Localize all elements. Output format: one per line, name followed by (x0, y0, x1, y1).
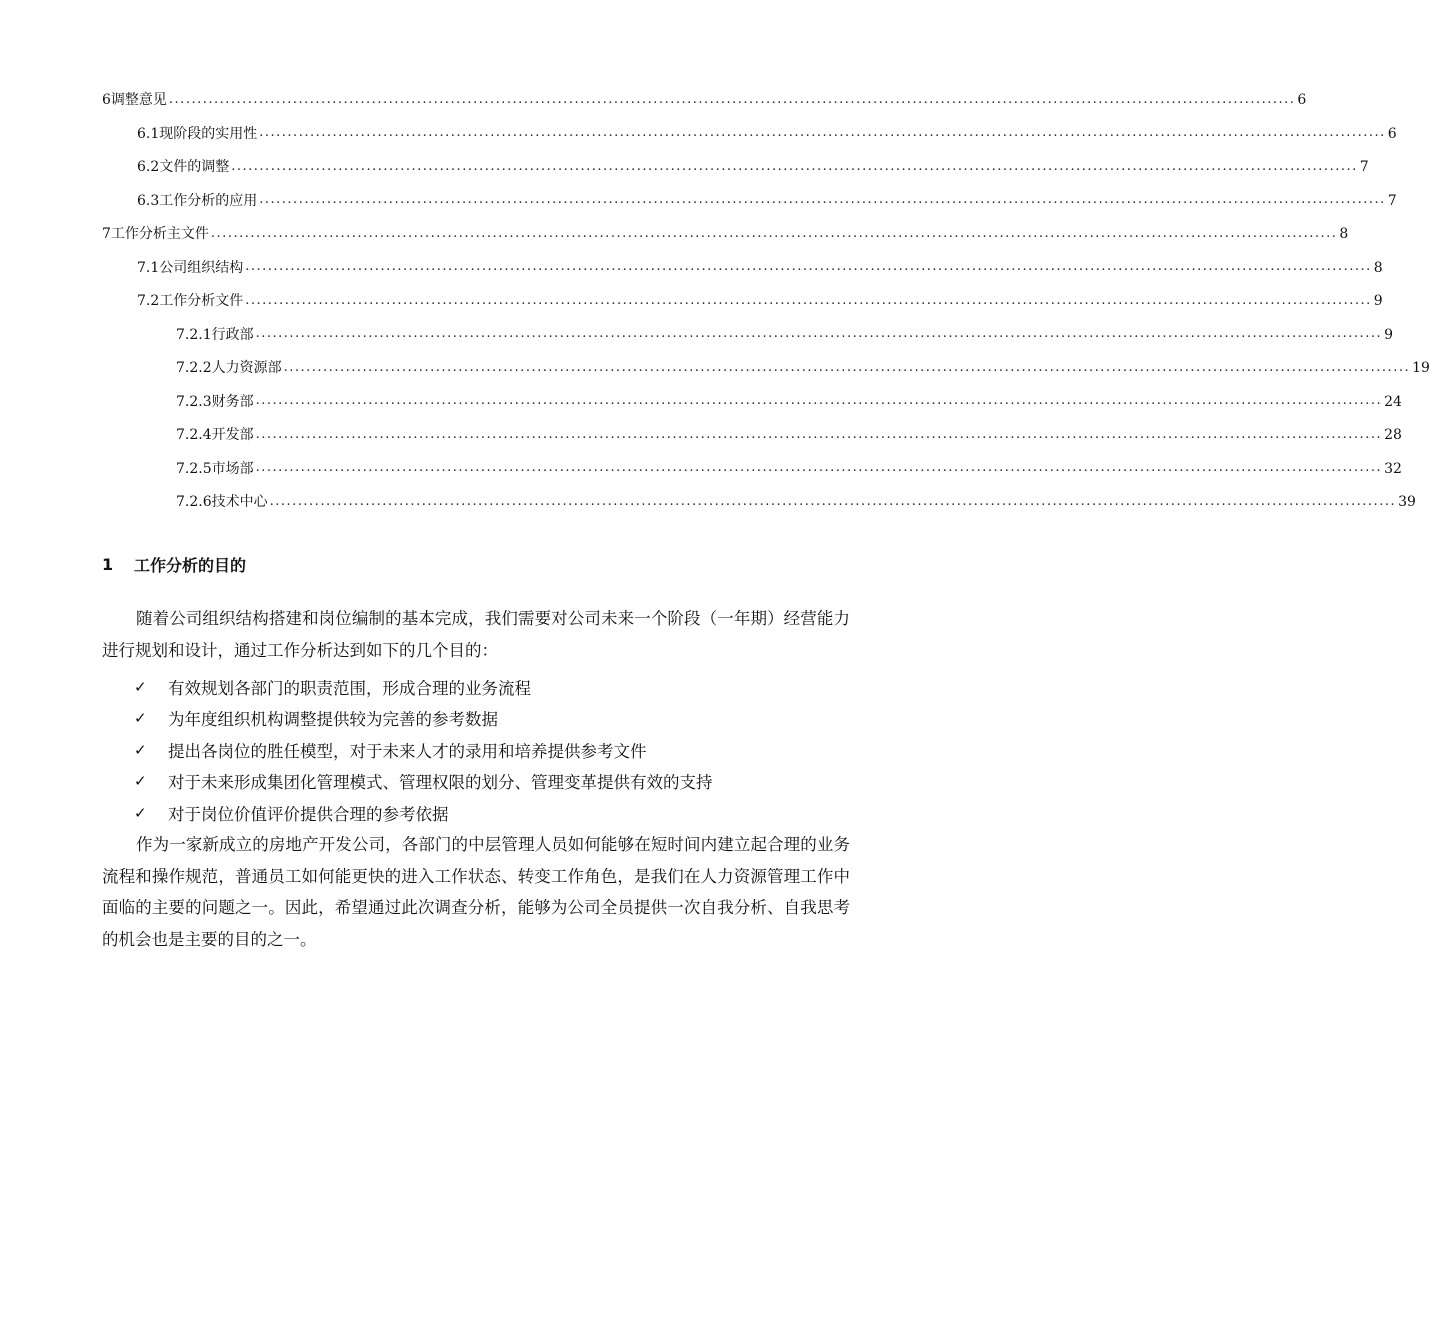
check-mark-icon: ✓ (134, 709, 147, 728)
section-title: 工作分析的目的 (134, 556, 247, 575)
toc-entry-number: 7.2.2 (176, 360, 212, 376)
toc-dot-leader: ........................................................................................................................................................................................................ (255, 460, 1383, 475)
toc-dot-leader: ........................................................................................................................................................................................................ (259, 192, 1386, 207)
toc-dot-leader: ........................................................................................................................................................................................................ (255, 426, 1383, 442)
toc-entry[interactable] (137, 284, 1383, 318)
list-item (102, 703, 850, 735)
list-item (102, 797, 850, 829)
toc-entry-title: 技术中心 (211, 494, 268, 510)
toc-entry-page: 9 (1373, 293, 1383, 309)
section-heading (102, 553, 246, 576)
check-mark-icon: ✓ (134, 803, 147, 822)
toc-entry[interactable] (137, 184, 1397, 218)
check-mark-icon: ✓ (134, 740, 147, 759)
list-item (102, 766, 850, 798)
toc-entry[interactable] (176, 485, 1416, 519)
toc-dot-leader: ........................................................................................................................................................................................................ (255, 393, 1383, 408)
toc-entry-title: 调整意见 (110, 92, 167, 108)
check-mark-icon: ✓ (134, 772, 147, 791)
toc-dot-leader: ........................................................................................................................................................................................................ (255, 326, 1383, 341)
toc-entry-number: 7.2.3 (176, 393, 212, 410)
list-item (102, 734, 850, 766)
toc-entry-title: 现阶段的实用性 (159, 125, 258, 142)
list-item-text: 对于未来形成集团化管理模式、管理权限的划分、管理变革提供有效的支持 (168, 773, 713, 793)
toc-entry[interactable] (102, 217, 1349, 251)
intro-paragraph: 随着公司组织结构搭建和岗位编制的基本完成，我们需要对公司未来一个阶段（一年期）经营能力进行规划和设计，通过工作分析达到如下的几个目的： (102, 609, 850, 660)
toc-entry-title: 财务部 (211, 393, 254, 410)
toc-dot-leader: ........................................................................................................................................................................................................ (259, 125, 1386, 140)
toc-entry[interactable] (176, 351, 1430, 385)
toc-entry-number: 7.1 (137, 259, 160, 276)
toc-entry-number: 7.2.4 (176, 427, 212, 443)
toc-entry-number: 6.1 (137, 125, 160, 142)
toc-entry[interactable] (176, 418, 1402, 452)
toc-entry-page: 28 (1384, 427, 1402, 443)
check-mark-icon: ✓ (134, 677, 147, 696)
toc-entry-page: 9 (1384, 326, 1394, 343)
toc-entry-number: 7.2.5 (176, 460, 212, 477)
toc-dot-leader: ........................................................................................................................................................................................................ (269, 493, 1397, 509)
list-item-text: 为年度组织机构调整提供较为完善的参考数据 (168, 710, 498, 730)
toc-dot-leader: ........................................................................................................................................................................................................ (210, 225, 1338, 241)
list-item-text: 对于岗位价值评价提供合理的参考依据 (168, 804, 449, 824)
toc-entry-title: 人力资源部 (211, 360, 282, 376)
toc-entry-page: 8 (1373, 259, 1383, 276)
toc-entry-page: 32 (1384, 460, 1402, 477)
toc-entry-number: 7.2 (137, 293, 160, 309)
toc-entry-title: 文件的调整 (159, 159, 230, 175)
toc-entry-title: 公司组织结构 (159, 259, 244, 276)
toc-entry-page: 19 (1412, 360, 1430, 376)
toc-entry-number: 6 (102, 92, 111, 108)
toc-entry-page: 8 (1339, 226, 1349, 242)
toc-entry-number: 7 (102, 226, 111, 242)
list-item-text: 有效规划各部门的职责范围，形成合理的业务流程 (168, 678, 531, 698)
closing-paragraph: 作为一家新成立的房地产开发公司，各部门的中层管理人员如何能够在短时间内建立起合理的业务流程和操作规范，普通员工如何能更快的进入工作状态、转变工作角色，是我们在人力资源管理工作中面临的主要的问题之一。因此，希望通过此次调查分析，能够为公司全员提供一次自我分析、自我思考的机会也是主要的目的之一。 (102, 835, 850, 949)
toc-entry-page: 7 (1359, 159, 1369, 175)
toc-entry-page: 24 (1384, 393, 1402, 410)
toc-dot-leader: ........................................................................................................................................................................................................ (245, 259, 1372, 274)
toc-entry[interactable] (176, 385, 1402, 419)
toc-dot-leader: ........................................................................................................................................................................................................ (231, 158, 1358, 174)
toc-entry-title: 工作分析主文件 (110, 226, 209, 242)
toc-dot-leader: ........................................................................................................................................................................................................ (283, 359, 1411, 375)
section-number: 1 (102, 555, 114, 574)
toc-entry-title: 工作分析的应用 (159, 192, 258, 209)
toc-entry-page: 6 (1297, 92, 1307, 108)
toc-entry-title: 行政部 (211, 326, 254, 343)
purpose-list (102, 671, 850, 829)
toc-entry[interactable] (137, 117, 1397, 151)
toc-dot-leader: ........................................................................................................................................................................................................ (168, 91, 1296, 107)
toc-entry-title: 开发部 (211, 427, 254, 443)
toc-entry-page: 7 (1387, 192, 1397, 209)
toc-entry-number: 7.2.1 (176, 326, 212, 343)
toc-entry-title: 工作分析文件 (159, 293, 244, 309)
toc-entry[interactable] (176, 452, 1402, 486)
toc-entry-number: 7.2.6 (176, 494, 212, 510)
toc-entry-number: 6.3 (137, 192, 160, 209)
toc-entry-title: 市场部 (211, 460, 254, 477)
toc-entry[interactable] (102, 83, 1307, 117)
list-item-text: 提出各岗位的胜任模型，对于未来人才的录用和培养提供参考文件 (168, 741, 647, 761)
toc-entry-page: 6 (1387, 125, 1397, 142)
list-item (102, 671, 850, 703)
toc-dot-leader: ........................................................................................................................................................................................................ (245, 292, 1372, 308)
toc-entry-number: 6.2 (137, 159, 160, 175)
toc-entry[interactable] (137, 150, 1369, 184)
toc-entry[interactable] (176, 318, 1394, 352)
toc-entry[interactable] (137, 251, 1383, 285)
toc-entry-page: 39 (1398, 494, 1416, 510)
